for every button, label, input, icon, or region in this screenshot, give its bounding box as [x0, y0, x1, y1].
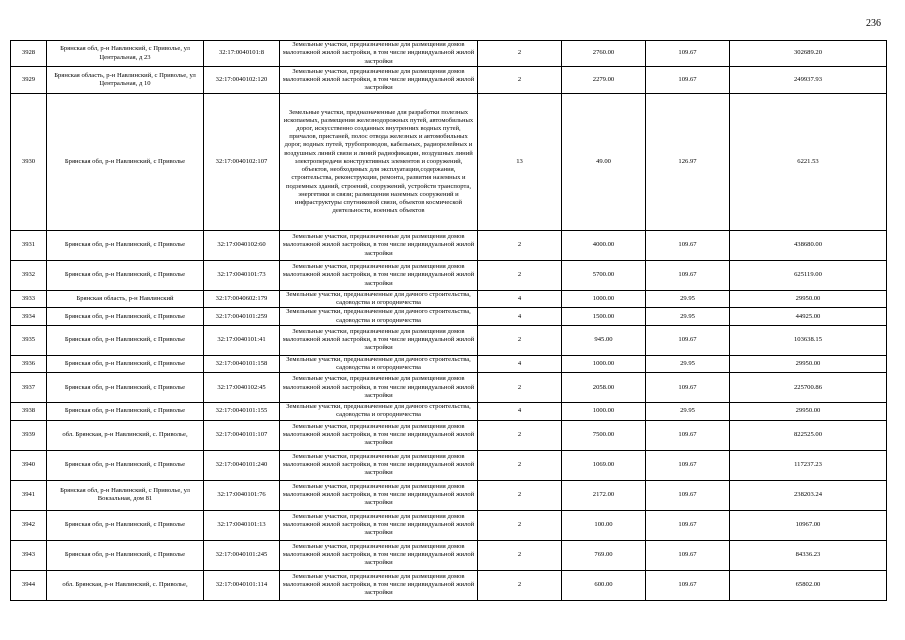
address-cell: Брянская обл, р-н Навлинский, с Приволье, ул Центральная, д 23	[47, 41, 204, 67]
table-row	[11, 231, 887, 261]
area-cell: 2172.00	[562, 480, 646, 510]
cadastral-value-cell: 438680.00	[730, 231, 887, 261]
row-number-cell: 3930	[11, 94, 47, 231]
area-cell: 2760.00	[562, 41, 646, 67]
land-use-cell: Земельные участки, предназначенные для дачного строительства, садоводства и огородничества	[280, 308, 478, 325]
land-use-cell: Земельные участки, предназначенные для размещения домов малоэтажной жилой застройки, в том числе индивидуальной жилой застройки	[280, 540, 478, 570]
row-number-cell: 3933	[11, 291, 47, 308]
address-cell: Брянская обл, р-н Навлинский, с Приволье	[47, 510, 204, 540]
cadastral-number-cell: 32:17:0040101:73	[204, 261, 280, 291]
specific-value-cell: 109.67	[646, 450, 730, 480]
row-number-cell: 3944	[11, 570, 47, 600]
area-cell: 2279.00	[562, 67, 646, 94]
table-row	[11, 570, 887, 600]
specific-value-cell: 109.67	[646, 261, 730, 291]
cadastral-number-cell: 32:17:0040101:259	[204, 308, 280, 325]
land-use-cell: Земельные участки, предназначенные для размещения домов малоэтажной жилой застройки, в том числе индивидуальной жилой застройки	[280, 231, 478, 261]
cadastral-number-cell: 32:17:0040102:120	[204, 67, 280, 94]
address-cell: Брянская обл, р-н Навлинский, с Приволье	[47, 540, 204, 570]
area-cell: 100.00	[562, 510, 646, 540]
area-cell: 1000.00	[562, 355, 646, 372]
table-row	[11, 540, 887, 570]
row-number-cell: 3939	[11, 420, 47, 450]
specific-value-cell: 109.67	[646, 373, 730, 403]
row-number-cell: 3943	[11, 540, 47, 570]
table-row	[11, 480, 887, 510]
address-cell: Брянская обл, р-н Навлинский, с Приволье	[47, 355, 204, 372]
cadastral-value-cell: 117237.23	[730, 450, 887, 480]
group-code-cell: 2	[478, 450, 562, 480]
specific-value-cell: 109.67	[646, 540, 730, 570]
area-cell: 1000.00	[562, 403, 646, 420]
area-cell: 600.00	[562, 570, 646, 600]
specific-value-cell: 109.67	[646, 510, 730, 540]
table-row	[11, 41, 887, 67]
cadastral-number-cell: 32:17:0040102:60	[204, 231, 280, 261]
cadastral-value-table	[10, 40, 887, 601]
specific-value-cell: 126.97	[646, 94, 730, 231]
land-use-cell: Земельные участки, предназначенные для размещения домов малоэтажной жилой застройки, в том числе индивидуальной жилой застройки	[280, 41, 478, 67]
address-cell: Брянская обл, р-н Навлинский, с Приволье	[47, 231, 204, 261]
group-code-cell: 4	[478, 291, 562, 308]
row-number-cell: 3938	[11, 403, 47, 420]
land-use-cell: Земельные участки, предназначенные для размещения домов малоэтажной жилой застройки, в том числе индивидуальной жилой застройки	[280, 261, 478, 291]
group-code-cell: 2	[478, 373, 562, 403]
address-cell: Брянская область, р-н Навлинский	[47, 291, 204, 308]
row-number-cell: 3934	[11, 308, 47, 325]
group-code-cell: 2	[478, 67, 562, 94]
area-cell: 2058.00	[562, 373, 646, 403]
area-cell: 1069.00	[562, 450, 646, 480]
group-code-cell: 2	[478, 540, 562, 570]
area-cell: 945.00	[562, 325, 646, 355]
address-cell: Брянская обл, р-н Навлинский, с Приволье	[47, 325, 204, 355]
cadastral-number-cell: 32:17:0040101:158	[204, 355, 280, 372]
specific-value-cell: 29.95	[646, 308, 730, 325]
table-row	[11, 403, 887, 420]
group-code-cell: 4	[478, 403, 562, 420]
table-row	[11, 450, 887, 480]
group-code-cell: 2	[478, 325, 562, 355]
cadastral-number-cell: 32:17:0040101:245	[204, 540, 280, 570]
land-use-cell: Земельные участки, предназначенные для размещения домов малоэтажной жилой застройки, в том числе индивидуальной жилой застройки	[280, 373, 478, 403]
table-row	[11, 510, 887, 540]
cadastral-number-cell: 32:17:0040101:41	[204, 325, 280, 355]
cadastral-number-cell: 32:17:0040102:45	[204, 373, 280, 403]
row-number-cell: 3932	[11, 261, 47, 291]
specific-value-cell: 109.67	[646, 325, 730, 355]
cadastral-value-cell: 103638.15	[730, 325, 887, 355]
table-body	[11, 41, 887, 601]
cadastral-value-cell: 44925.00	[730, 308, 887, 325]
specific-value-cell: 109.67	[646, 231, 730, 261]
group-code-cell: 2	[478, 570, 562, 600]
cadastral-value-cell: 625119.00	[730, 261, 887, 291]
cadastral-value-cell: 10967.00	[730, 510, 887, 540]
address-cell: Брянская обл, р-н Навлинский, с Приволье, ул Вокзальная, дом 81	[47, 480, 204, 510]
table-row	[11, 373, 887, 403]
area-cell: 4000.00	[562, 231, 646, 261]
land-use-cell: Земельные участки, предназначенные для размещения домов малоэтажной жилой застройки, в том числе индивидуальной жилой застройки	[280, 480, 478, 510]
cadastral-value-cell: 6221.53	[730, 94, 887, 231]
row-number-cell: 3940	[11, 450, 47, 480]
cadastral-number-cell: 32:17:0040101:8	[204, 41, 280, 67]
specific-value-cell: 109.67	[646, 480, 730, 510]
cadastral-value-cell: 65802.00	[730, 570, 887, 600]
land-use-cell: Земельные участки, предназначенные для размещения домов малоэтажной жилой застройки, в том числе индивидуальной жилой застройки	[280, 510, 478, 540]
cadastral-value-cell: 29950.00	[730, 403, 887, 420]
specific-value-cell: 109.67	[646, 67, 730, 94]
cadastral-number-cell: 32:17:0040101:13	[204, 510, 280, 540]
group-code-cell: 2	[478, 480, 562, 510]
group-code-cell: 2	[478, 41, 562, 67]
area-cell: 1000.00	[562, 291, 646, 308]
address-cell: Брянская обл, р-н Навлинский, с Приволье	[47, 450, 204, 480]
cadastral-number-cell: 32:17:0040101:107	[204, 420, 280, 450]
address-cell: Брянская область, р-н Навлинский, с Приволье, ул Центральная, д 10	[47, 67, 204, 94]
group-code-cell: 2	[478, 420, 562, 450]
row-number-cell: 3942	[11, 510, 47, 540]
land-use-cell: Земельные участки, предназначенные для размещения домов малоэтажной жилой застройки, в том числе индивидуальной жилой застройки	[280, 325, 478, 355]
row-number-cell: 3931	[11, 231, 47, 261]
land-use-cell: Земельные участки, предназначенные для размещения домов малоэтажной жилой застройки, в том числе индивидуальной жилой застройки	[280, 570, 478, 600]
cadastral-number-cell: 32:17:0040101:155	[204, 403, 280, 420]
cadastral-value-cell: 238203.24	[730, 480, 887, 510]
land-use-cell: Земельные участки, предназначенные для размещения домов малоэтажной жилой застройки, в том числе индивидуальной жилой застройки	[280, 67, 478, 94]
table-row	[11, 67, 887, 94]
row-number-cell: 3937	[11, 373, 47, 403]
specific-value-cell: 29.95	[646, 291, 730, 308]
group-code-cell: 13	[478, 94, 562, 231]
table-row	[11, 261, 887, 291]
row-number-cell: 3928	[11, 41, 47, 67]
cadastral-number-cell: 32:17:0040101:114	[204, 570, 280, 600]
cadastral-number-cell: 32:17:0040102:107	[204, 94, 280, 231]
land-use-cell: Земельные участки, предназначенные для дачного строительства, садоводства и огородничества	[280, 355, 478, 372]
address-cell: обл. Брянская, р-н Навлинский, с. Приволье,	[47, 570, 204, 600]
address-cell: Брянская обл, р-н Навлинский, с Приволье	[47, 94, 204, 231]
address-cell: Брянская обл, р-н Навлинский, с Приволье	[47, 308, 204, 325]
cadastral-value-cell: 84336.23	[730, 540, 887, 570]
specific-value-cell: 109.67	[646, 570, 730, 600]
cadastral-value-cell: 249937.93	[730, 67, 887, 94]
area-cell: 1500.00	[562, 308, 646, 325]
cadastral-value-cell: 302689.20	[730, 41, 887, 67]
address-cell: Брянская обл, р-н Навлинский, с Приволье	[47, 261, 204, 291]
row-number-cell: 3935	[11, 325, 47, 355]
group-code-cell: 2	[478, 261, 562, 291]
group-code-cell: 2	[478, 510, 562, 540]
address-cell: обл. Брянская, р-н Навлинский, с. Приволье,	[47, 420, 204, 450]
land-use-cell: Земельные участки, предназначенные для размещения домов малоэтажной жилой застройки, в том числе индивидуальной жилой застройки	[280, 420, 478, 450]
area-cell: 769.00	[562, 540, 646, 570]
cadastral-value-cell: 29950.00	[730, 291, 887, 308]
specific-value-cell: 109.67	[646, 420, 730, 450]
address-cell: Брянская обл, р-н Навлинский, с Приволье	[47, 373, 204, 403]
cadastral-value-cell: 822525.00	[730, 420, 887, 450]
specific-value-cell: 29.95	[646, 403, 730, 420]
area-cell: 49.00	[562, 94, 646, 231]
table-row	[11, 420, 887, 450]
cadastral-number-cell: 32:17:0040101:240	[204, 450, 280, 480]
group-code-cell: 4	[478, 355, 562, 372]
cadastral-value-cell: 29950.00	[730, 355, 887, 372]
row-number-cell: 3929	[11, 67, 47, 94]
specific-value-cell: 109.67	[646, 41, 730, 67]
table-row	[11, 94, 887, 231]
land-use-cell: Земельные участки, предназначенные для дачного строительства, садоводства и огородничества	[280, 403, 478, 420]
address-cell: Брянская обл, р-н Навлинский, с Приволье	[47, 403, 204, 420]
row-number-cell: 3941	[11, 480, 47, 510]
group-code-cell: 2	[478, 231, 562, 261]
land-use-cell: Земельные участки, предназначенные для дачного строительства, садоводства и огородничества	[280, 291, 478, 308]
area-cell: 7500.00	[562, 420, 646, 450]
cadastral-number-cell: 32:17:0040602:179	[204, 291, 280, 308]
specific-value-cell: 29.95	[646, 355, 730, 372]
group-code-cell: 4	[478, 308, 562, 325]
cadastral-number-cell: 32:17:0040101:76	[204, 480, 280, 510]
table-row	[11, 308, 887, 325]
page-number: 236	[866, 18, 881, 29]
table-row	[11, 325, 887, 355]
area-cell: 5700.00	[562, 261, 646, 291]
table-row	[11, 291, 887, 308]
land-use-cell: Земельные участки, предназначенные для разработки полезных ископаемых, размещения железнодорожных путей, автомобильных дорог, искусственно созданных внутренних водных путей, причалов, пристаней, полос отвода железных и автомобильных дорог, водных путей, трубопроводов, кабельных, радиорелейных и воздушных линий связи и линий радиофикации, воздушных линий электропередачи конструктивных элементов и сооружений, объектов, необходимых для эксплуатации,содержания, строительства, реконструкции, ремонта, развития наземных и подземных зданий, строений, сооружений, устройств транспорта, энергетики и связи; размещения наземных сооружений и инфраструктуры спутниковой связи, объектов космической деятельности, военных объектов	[280, 94, 478, 231]
cadastral-value-cell: 225700.86	[730, 373, 887, 403]
land-use-cell: Земельные участки, предназначенные для размещения домов малоэтажной жилой застройки, в том числе индивидуальной жилой застройки	[280, 450, 478, 480]
table-row	[11, 355, 887, 372]
row-number-cell: 3936	[11, 355, 47, 372]
